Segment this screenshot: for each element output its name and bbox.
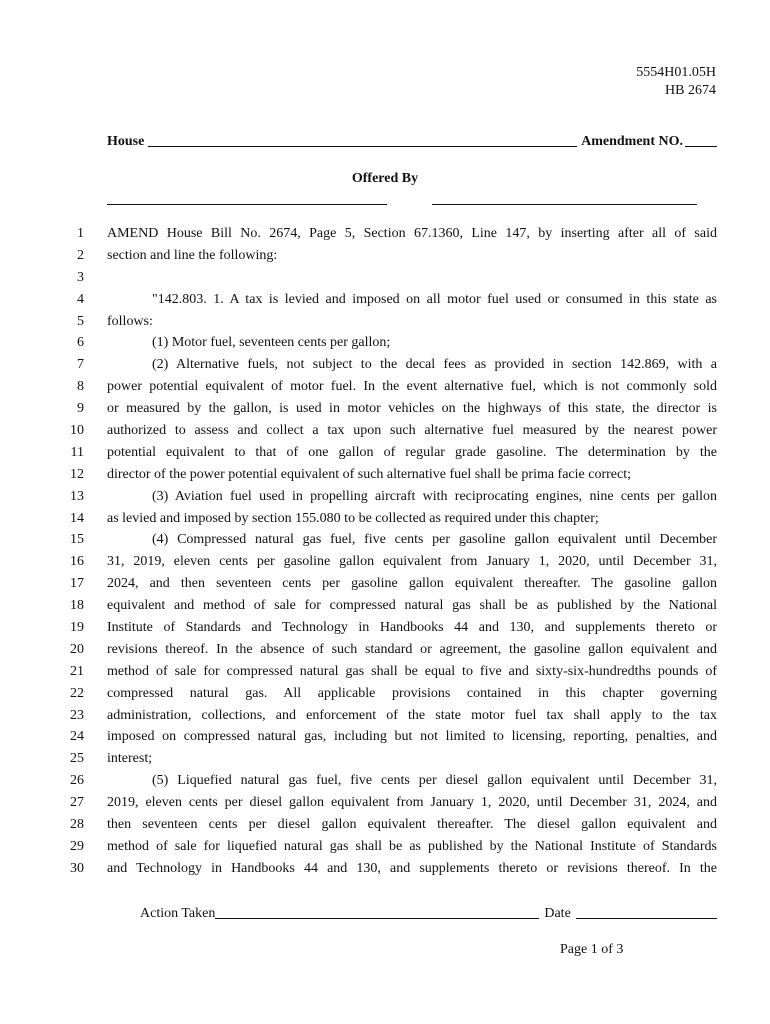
line-text: method of sale for liquefied natural gas shall be as published by the National Institute of Standards [107, 838, 717, 854]
line-text: compressed natural gas. All applicable provisions contained in this chapter governing [107, 685, 717, 701]
line-number: 9 [77, 401, 84, 417]
line-text: (4) Compressed natural gas fuel, five cents per gasoline gallon equivalent until December [152, 532, 717, 548]
bill-number: HB 2674 [665, 83, 716, 98]
line-text: then seventeen cents per diesel gallon equivalent thereafter. The diesel gallon equivalent and [107, 817, 717, 833]
action-taken-line [140, 906, 717, 922]
line-number: 13 [70, 488, 84, 504]
numbered-line [0, 661, 770, 683]
line-text: power potential equivalent of motor fuel. In the event alternative fuel, which is not commonly sold [107, 379, 717, 395]
line-number: 8 [77, 379, 84, 395]
numbered-line [0, 639, 770, 661]
line-text: potential equivalent to that of one gallon of regular grade gasoline. The determination by the [107, 444, 717, 460]
line-text: Institute of Standards and Technology in Handbooks 44 and 130, and supplements thereto or [107, 620, 717, 636]
line-number: 6 [77, 335, 84, 351]
line-text: as levied and imposed by section 155.080 to be collected as required under this chapter; [107, 510, 599, 526]
amendment-text [0, 223, 770, 880]
line-number: 11 [70, 444, 84, 460]
line-text: equivalent and method of sale for compressed natural gas shall be as published by the National [107, 598, 717, 614]
line-number: 24 [70, 729, 84, 745]
line-number: 19 [70, 620, 84, 636]
line-text: imposed on compressed natural gas, including but not limited to licensing, reporting, penalties, and [107, 729, 717, 745]
numbered-line [0, 464, 770, 486]
line-number: 1 [77, 226, 84, 241]
numbered-line [0, 311, 770, 333]
house-amendment-line [107, 134, 717, 150]
line-text: (5) Liquefied natural gas fuel, five cents per diesel gallon equivalent until December 31, [152, 773, 717, 789]
line-text: interest; [107, 751, 153, 767]
line-text: follows: [107, 313, 153, 329]
line-text: 2024, and then seventeen cents per gasoline gallon equivalent thereafter. The gasoline gallon [107, 576, 717, 592]
line-text: administration, collections, and enforcement of the state motor fuel tax shall apply to the tax [107, 707, 717, 723]
line-number: 21 [70, 663, 84, 679]
line-text: (2) Alternative fuels, not subject to the decal fees as provided in section 142.869, with a [152, 357, 717, 373]
line-number: 26 [70, 773, 84, 789]
numbered-line [0, 836, 770, 858]
line-number: 3 [77, 269, 84, 285]
line-text: section and line the following: [107, 247, 278, 263]
numbered-line [0, 332, 770, 354]
line-text: AMEND House Bill No. 2674, Page 5, Section 67.1360, Line 147, by inserting after all of said [107, 226, 717, 241]
line-number: 16 [70, 554, 84, 570]
line-number: 29 [70, 838, 84, 854]
line-number: 10 [70, 423, 84, 439]
numbered-line [0, 267, 770, 289]
numbered-line [0, 398, 770, 420]
line-number: 27 [70, 795, 84, 811]
line-number: 22 [70, 685, 84, 701]
line-text: method of sale for compressed natural gas shall be equal to five and sixty-six-hundredths pounds of [107, 663, 717, 679]
numbered-line [0, 595, 770, 617]
line-number: 2 [77, 247, 84, 263]
line-text: (3) Aviation fuel used in propelling aircraft with reciprocating engines, nine cents per gallon [152, 488, 717, 504]
numbered-line [0, 748, 770, 770]
numbered-line [0, 858, 770, 880]
numbered-line [0, 705, 770, 727]
line-number: 20 [70, 641, 84, 657]
line-number: 18 [70, 598, 84, 614]
amendment-number-blank [685, 146, 717, 147]
offered-by-signature-lines [107, 204, 697, 205]
numbered-line [0, 508, 770, 530]
line-text: 2019, eleven cents per diesel gallon equivalent from January 1, 2020, until December 31, 2024, and [107, 795, 717, 811]
numbered-line [0, 245, 770, 267]
document-identifier [636, 64, 716, 100]
numbered-line [0, 529, 770, 551]
action-taken-blank [215, 918, 539, 919]
numbered-line [0, 683, 770, 705]
doc-id-code: 5554H01.05H [636, 65, 716, 80]
line-number: 7 [77, 357, 84, 373]
line-text: "142.803. 1. A tax is levied and imposed on all motor fuel used or consumed in this state as [152, 291, 717, 307]
line-number: 5 [77, 313, 84, 329]
house-blank-line [148, 145, 577, 147]
line-number: 17 [70, 576, 84, 592]
amendment-label: Amendment NO. [581, 134, 683, 149]
page-number: Page 1 of 3 [560, 942, 624, 957]
signature-line-right [432, 204, 697, 205]
offered-by-heading: Offered By [351, 171, 419, 186]
line-text: (1) Motor fuel, seventeen cents per gallon; [152, 335, 391, 351]
numbered-line [0, 573, 770, 595]
numbered-line [0, 289, 770, 311]
line-text: 31, 2019, eleven cents per gasoline gallon equivalent from January 1, 2020, until December 31, [107, 554, 717, 570]
numbered-line [0, 354, 770, 376]
line-number: 14 [70, 510, 84, 526]
numbered-line [0, 442, 770, 464]
date-blank [576, 918, 717, 919]
line-text: revisions thereof. In the absence of such standard or agreement, the gasoline gallon equivalent and [107, 641, 717, 657]
numbered-line [0, 770, 770, 792]
line-number: 4 [77, 291, 84, 307]
numbered-line [0, 223, 770, 245]
line-number: 30 [70, 860, 84, 876]
numbered-line [0, 420, 770, 442]
line-text: director of the power potential equivalent of such alternative fuel shall be prima facie correct; [107, 466, 631, 482]
line-text: or measured by the gallon, is used in motor vehicles on the highways of this state, the director is [107, 401, 717, 417]
action-taken-label: Action Taken [140, 906, 216, 921]
line-number: 25 [70, 751, 84, 767]
numbered-line [0, 376, 770, 398]
signature-line-left [107, 204, 387, 205]
line-text: and Technology in Handbooks 44 and 130, and supplements thereto or revisions thereof. In the [107, 860, 717, 876]
numbered-line [0, 486, 770, 508]
line-number: 23 [70, 707, 84, 723]
numbered-line [0, 792, 770, 814]
numbered-line [0, 617, 770, 639]
line-number: 28 [70, 817, 84, 833]
numbered-line [0, 726, 770, 748]
line-number: 12 [70, 466, 84, 482]
date-label: Date [544, 906, 571, 921]
numbered-line [0, 551, 770, 573]
numbered-line [0, 814, 770, 836]
house-label: House [107, 134, 145, 149]
line-text: authorized to assess and collect a tax upon such alternative fuel measured by the nearest power [107, 423, 717, 439]
line-number: 15 [70, 532, 84, 548]
